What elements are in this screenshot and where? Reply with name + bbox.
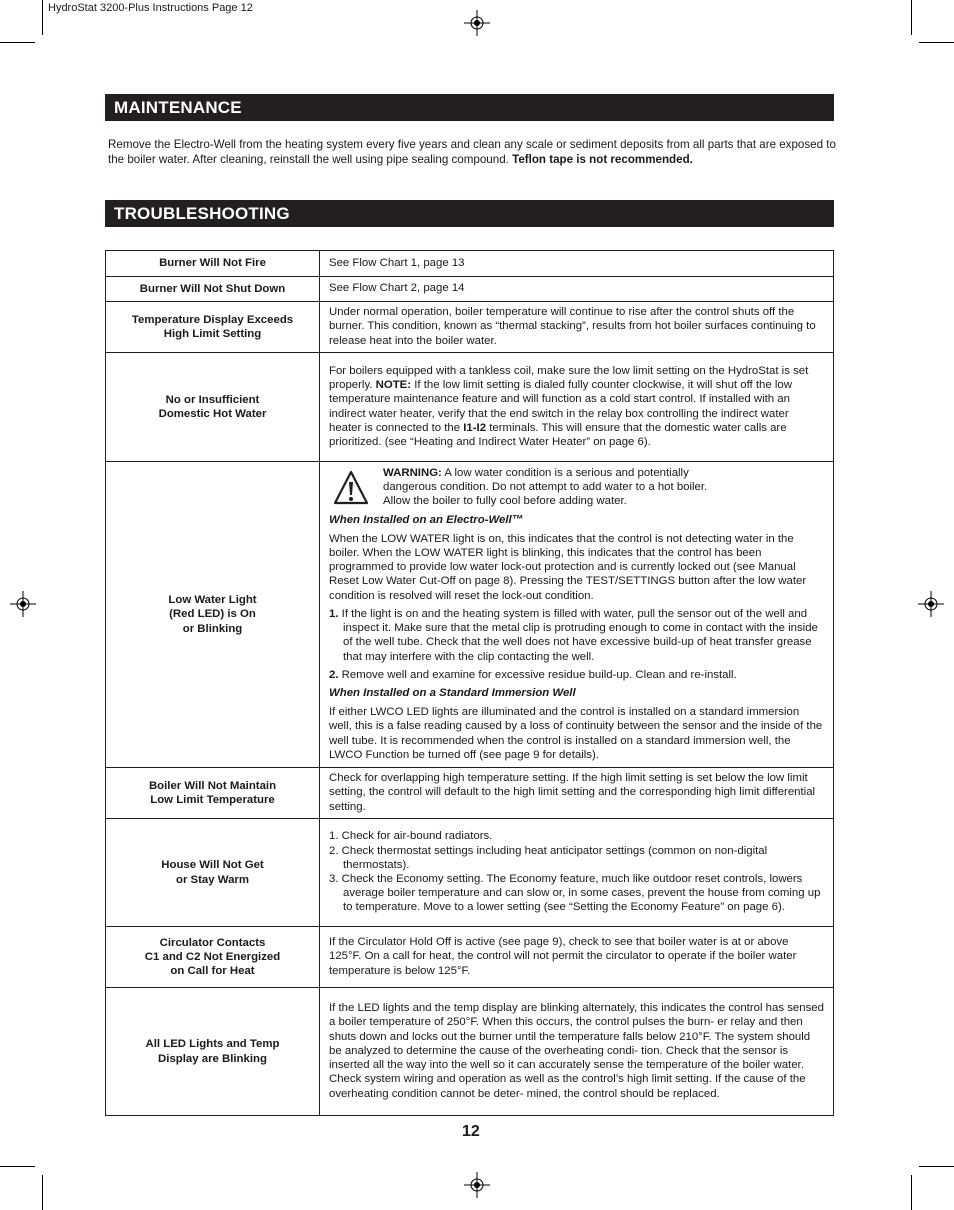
symptom-line: on Call for Heat — [170, 965, 255, 978]
step-text: Remove well and examine for excessive residue build-up. Clean and re-install. — [338, 668, 737, 681]
remedy-text: See Flow Chart 2, page 14 — [329, 282, 465, 295]
subheading: When Installed on an Electro-Well™ — [329, 513, 524, 526]
remedy-cell — [320, 251, 834, 277]
crop-mark — [919, 42, 954, 43]
page-number: 12 — [462, 1123, 480, 1140]
remedy-text: terminals. This will ensure that the domestic water calls are prioritized. (see “Heating and Indirect Water Heater” on page 6). — [329, 421, 787, 448]
symptom-text: Burner Will Not Shut Down — [139, 282, 286, 295]
symptom-cell — [106, 927, 320, 988]
table-row — [106, 302, 834, 353]
registration-mark-icon — [464, 10, 490, 36]
remedy-text: If the Circulator Hold Off is active (see page 9), check to see that boiler water is at or above 125°F. On a call for heat, the control will not permit the circulator to operate if the boiler water temperature is below 125°F. — [329, 936, 797, 977]
remedy-text: For boilers equipped with a tankless coil, make sure the low limit setting on the HydroStat is set properly. — [329, 364, 809, 392]
symptom-text: Burner Will Not Fire — [159, 257, 266, 270]
warning-triangle-icon — [333, 470, 369, 506]
troubleshooting-heading: TROUBLESHOOTING — [105, 200, 834, 227]
symptom-line: Boiler Will Not Maintain — [148, 779, 277, 792]
symptom-line: C1 and C2 Not Energized — [144, 950, 281, 963]
symptom-line: Low Limit Temperature — [150, 794, 275, 806]
symptom-cell — [106, 988, 320, 1116]
maintenance-body: Remove the Electro-Well from the heating system every five years and clean any scale or sediment deposits from all parts that are exposed to the boiler water. After cleaning, reinstall the well using pipe sealing compound. — [108, 138, 836, 166]
list-item: 3. Check the Economy setting. The Economy feature, much like outdoor reset controls, lowers average boiler temperature and can slow or, in some cases, prevent the house from coming up to temperature. Move to a lower setting (see “Setting the Economy Feature” on page 6). — [329, 873, 821, 914]
table-row — [106, 768, 834, 819]
crop-mark — [911, 1175, 912, 1210]
numbered-step — [329, 607, 824, 664]
remedy-text: If the LED lights and the temp display are blinking alternately, this indicates the control has sensed a boiler temperature of 250°F. When this occurs, the control pulses the burn- er relay and then shuts down and locks out the burner until the temperature falls below 210°F. The system should be analyzed to determine the cause of the overheating condi- tion. Check that the sensor is inserted all the way into the well so it can accurately sense the temperature of the boiler water. Check system wiring and operation as well as the control’s high limit setting. If the cause of the overheating condition cannot be deter- mined, the control should be replaced. — [329, 1002, 824, 1100]
warning-label: WARNING: — [383, 467, 442, 480]
symptom-cell — [106, 768, 320, 819]
crop-mark — [42, 1175, 43, 1210]
registration-mark-icon — [464, 1172, 490, 1198]
list-item: 2. Check thermostat settings including heat anticipator settings (common on non-digital thermostats). — [329, 844, 768, 871]
registration-mark-icon — [10, 591, 36, 617]
note-label: NOTE: — [375, 379, 412, 392]
remedy-cell — [320, 462, 834, 768]
table-row — [106, 462, 834, 768]
symptom-line: All LED Lights and Temp — [145, 1038, 280, 1051]
maintenance-emphasis: Teflon tape is not recommended. — [512, 153, 693, 166]
registration-mark-icon — [918, 591, 944, 617]
remedy-paragraph: When the LOW WATER light is on, this indicates that the control is not detecting water in the boiler. When the LOW WATER light is blinking, this indicates that the control has been programmed to provide low water lock-out protection and is currently locked out (see Manual Reset Low Water Cut-Off on page 8). Pressing the TEST/SETTINGS button after the low water condition is resolved will reset the lock-out condition. — [329, 532, 807, 602]
crop-mark — [0, 1166, 35, 1167]
step-number: 1. — [329, 607, 339, 620]
crop-mark — [911, 0, 912, 35]
remedy-text: Check for overlapping high temperature setting. If the high limit setting is set below the low limit setting, the control will default to the high limit setting and the corresponding high limit differential setting. — [329, 772, 816, 813]
crop-mark — [42, 0, 43, 35]
symptom-cell — [106, 353, 320, 462]
warning-text — [383, 466, 707, 509]
step-text: If the light is on and the heating system is filled with water, pull the sensor out of the well and inspect it. Make sure that the metal clip is protruding enough to come in contact with the inside of the well tube. Check that the well does not have excessive build-up of heat transfer grease that may interfere with the clip contacting the well. — [338, 607, 818, 663]
crop-mark — [0, 42, 35, 43]
table-row — [106, 277, 834, 302]
remedy-paragraph — [329, 364, 824, 449]
symptom-line: Display are Blinking — [158, 1052, 267, 1065]
symptom-line: (Red LED) is On — [169, 608, 256, 621]
remedy-cell — [320, 768, 834, 819]
remedy-cell — [320, 988, 834, 1116]
maintenance-heading: MAINTENANCE — [105, 94, 834, 121]
remedy-text: If the low limit setting is dialed fully counter clockwise, it will shut off the low temperature maintenance feature and will function as a cold start control. If installed with an indirect water heater, verify that the end switch in the relay box controlling the indirect water heater is connected to the — [329, 379, 792, 434]
remedy-cell — [320, 277, 834, 302]
symptom-line: House Will Not Get — [161, 859, 264, 872]
table-row — [106, 988, 834, 1116]
maintenance-text — [108, 137, 838, 167]
symptom-cell — [106, 819, 320, 927]
table-row — [106, 819, 834, 927]
crop-mark — [919, 1166, 954, 1167]
numbered-step — [329, 668, 824, 682]
symptom-line: or Blinking — [182, 622, 243, 635]
symptom-line: Temperature Display Exceeds — [131, 313, 294, 326]
terminal-label: I1-I2 — [463, 421, 487, 434]
symptom-line: Domestic Hot Water — [158, 408, 267, 420]
symptom-line: Circulator Contacts — [159, 936, 266, 949]
warning-line: Allow the boiler to fully cool before adding water. — [383, 495, 627, 508]
remedy-cell — [320, 302, 834, 353]
remedy-cell — [320, 927, 834, 988]
table-row — [106, 353, 834, 462]
subheading: When Installed on a Standard Immersion Well — [329, 686, 576, 699]
remedy-cell — [320, 819, 834, 927]
symptom-cell — [106, 277, 320, 302]
symptom-line: No or Insufficient — [165, 393, 260, 406]
remedy-cell — [320, 353, 834, 462]
symptom-line: Low Water Light — [168, 594, 257, 607]
remedy-text: Under normal operation, boiler temperature will continue to rise after the control shuts off the burner. This condition, known as “thermal stacking”, results from hot boiler surfaces continuing to release heat into the boiler water. — [329, 306, 816, 347]
remedy-paragraph: If either LWCO LED lights are illuminated and the control is installed on a standard immersion well, this is a false reading caused by a loss of continuity between the sensor and the inside of the well tube. It is recommended when the control is installed on a standard immersion well, the LWCO Function be turned off (see page 9 for details). — [329, 706, 823, 761]
list-item: 1. Check for air-bound radiators. — [329, 830, 493, 843]
remedy-text: See Flow Chart 1, page 13 — [329, 256, 465, 269]
symptom-cell — [106, 302, 320, 353]
warning-box — [329, 466, 824, 509]
symptom-line: or Stay Warm — [175, 873, 249, 886]
symptom-line: High Limit Setting — [163, 328, 262, 340]
step-number: 2. — [329, 668, 339, 681]
warning-line: A low water condition is a serious and potentially — [441, 467, 689, 480]
table-row — [106, 927, 834, 988]
warning-line: dangerous condition. Do not attempt to add water to a hot boiler. — [383, 481, 708, 494]
print-slug: HydroStat 3200-Plus Instructions Page 12 — [48, 2, 253, 14]
table-row — [106, 251, 834, 277]
symptom-cell — [106, 462, 320, 768]
symptom-cell — [106, 251, 320, 277]
troubleshooting-table — [105, 250, 834, 1116]
